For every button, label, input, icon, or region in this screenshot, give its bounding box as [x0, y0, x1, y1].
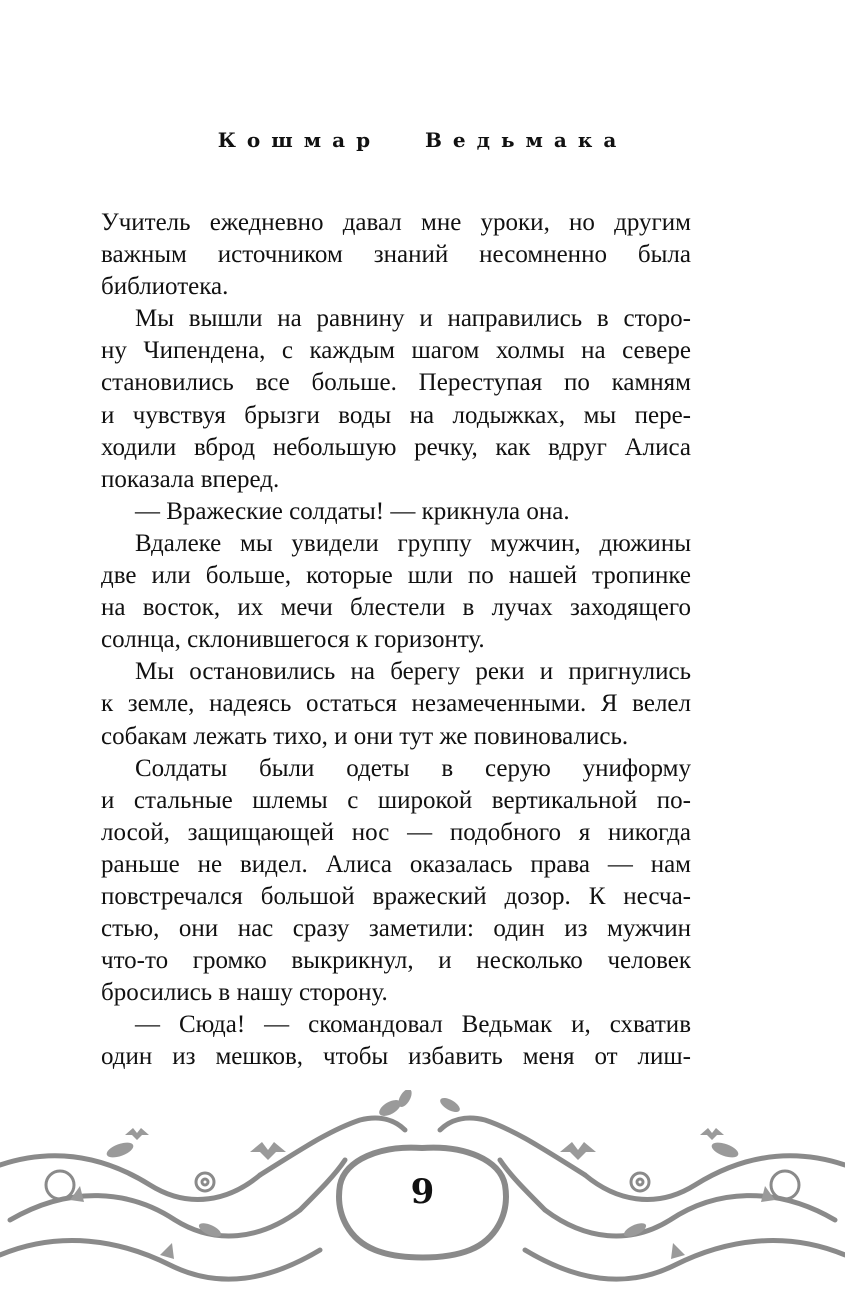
text-line: на восток, их мечи блестели в лучах заходящего	[101, 594, 691, 622]
text-line: — Вражеские солдаты! — крикнула она.	[135, 497, 570, 525]
vine-top-right	[440, 1118, 585, 1175]
text-line: один из мешков, чтобы избавить меня от лиш-	[101, 1043, 691, 1071]
text-line: две или больше, которые шли по нашей тропинке	[101, 562, 691, 590]
text-line: Солдаты были одеты в серую униформу	[135, 754, 691, 782]
vine-top-left	[260, 1118, 405, 1175]
text-line: что-то громко выкрикнул, и несколько человек	[101, 947, 691, 975]
text-line: лосой, защищающей нос — подобного я никогда	[101, 818, 691, 846]
text-line: Мы вышли на равнину и направились в сторо-	[135, 305, 691, 333]
page-number: 9	[410, 1172, 435, 1212]
text-line: Мы остановились на берегу реки и пригнулись	[135, 658, 691, 686]
text-line: раньше не видел. Алиса оказалась права — нам	[101, 850, 691, 878]
running-head: Кошмар Ведьмака	[217, 128, 628, 152]
vine-right-3	[525, 1241, 845, 1280]
text-line: стью, они нас сразу заметили: один из мужчин	[101, 915, 691, 943]
text-line: бросились в нашу сторону.	[101, 979, 388, 1007]
text-line: показала вперед.	[101, 465, 280, 493]
text-line: повстречался большой вражеский дозор. К несча-	[101, 882, 691, 910]
text-line: солнца, склонившегося к горизонту.	[101, 626, 485, 654]
text-line: — Сюда! — скомандовал Ведьмак и, схватив	[135, 1011, 691, 1039]
text-line: становились все больше. Переступая по камням	[101, 369, 691, 397]
text-line: и чувствуя брызги воды на лодыжках, мы пере-	[101, 401, 691, 429]
bat-right	[560, 1142, 596, 1160]
text-line: и стальные шлемы с широкой вертикальной по-	[101, 786, 691, 814]
text-line: Вдалеке мы увидели группу мужчин, дюжины	[135, 529, 691, 557]
text-line: ходили вброд небольшую речку, как вдруг Алиса	[101, 433, 691, 461]
text-line: важным источником знаний несомненно была	[101, 241, 691, 269]
text-line: библиотека.	[101, 273, 229, 301]
text-line: к земле, надеясь остаться незамеченными. Я велел	[101, 690, 691, 718]
text-line: собакам лежать тихо, и они тут же повиновались.	[101, 722, 629, 750]
vine-left-3	[0, 1241, 320, 1280]
body-text	[101, 207, 691, 1074]
bat-left	[250, 1142, 286, 1160]
text-line: Учитель ежедневно давал мне уроки, но другим	[101, 209, 691, 236]
text-line: ну Чипендена, с каждым шагом холмы на севере	[101, 337, 691, 365]
